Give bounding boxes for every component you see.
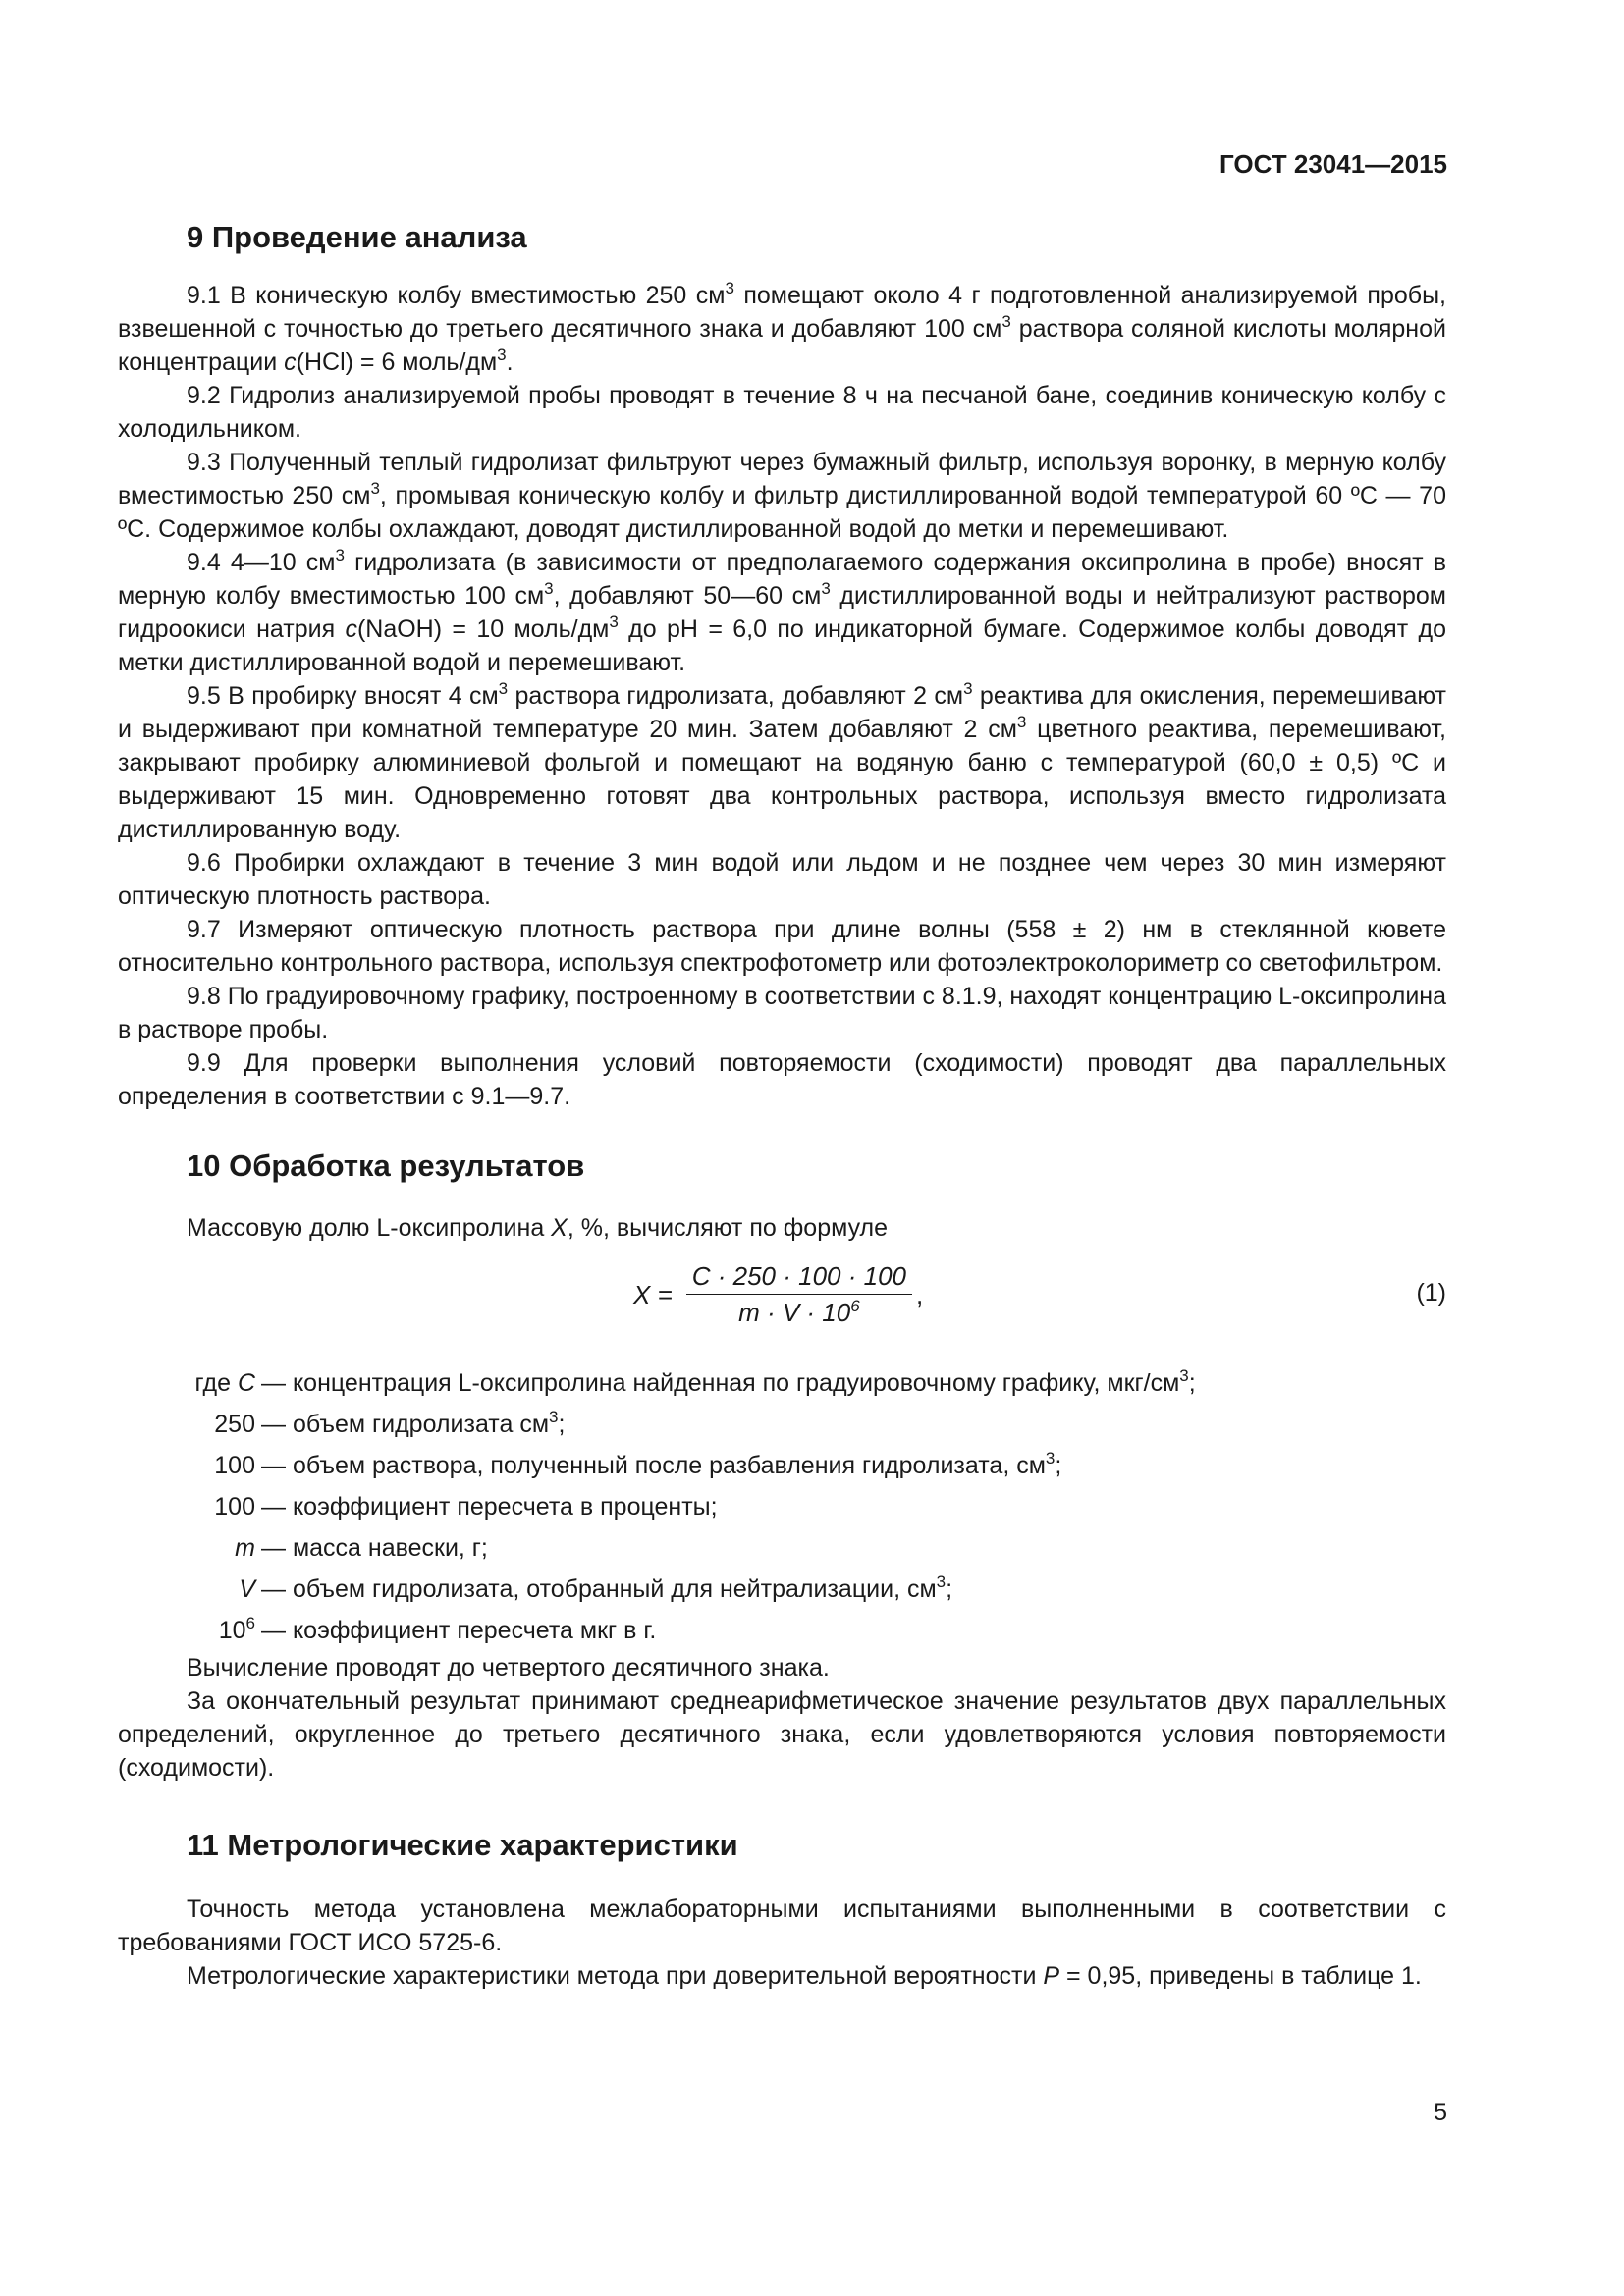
formula-intro: Массовую долю L-оксипролина X, %, вычисляют по формуле [187,1214,889,1242]
formula-numerator: C · 250 · 100 · 100 [686,1260,912,1295]
definition-row: 100 — объем раствора, полученный после разбавления гидролизата, $см^3$; [214,1449,1062,1479]
paragraph-9-2: 9.2 Гидролиз анализируемой пробы проводят в течение 8 ч на песчаной бане, соединив коническую колбу с холодильником. [118,382,1446,443]
section-11-title: 11 Метрологические характеристики [187,1828,738,1862]
paragraph-calc-precision: Вычисление проводят до четвертого десятичного знака. [187,1654,830,1682]
paragraph-final-result: За окончательный результат принимают среднеарифметическое значение результатов двух параллельных определений, округленное до третьего десятичного знака, если удовлетворяются условия повторяемости (сходимости). [118,1687,1446,1782]
paragraph-9-5: 9.5 В пробирку вносят 4 $см^3$ раствора гидролизата, добавляют 2 $см^3$ реактива для окисления, перемешивают и выдерживают при комнатной температуре 20 мин. Затем добавляют 2 $см^3$ цветного реактива, перемешивают, закрывают пробирку алюминиевой фольгой и помещают на водяную баню с температурой (60,0 ± 0,5) ºС и выдерживают 15 мин. Одновременно готовят два контрольных раствора, используя вместо гидролизата дистиллированную воду. [118,679,1446,843]
formula-tail: , [915,1279,924,1309]
formula-expression [633,1260,923,1328]
definition-row: $10^6$ — коэффициент пересчета мкг в г. [218,1614,657,1644]
section-10-title: 10 Обработка результатов [187,1148,585,1183]
page-number: 5 [1434,2099,1447,2126]
definition-row: 250 — объем гидролизата $см^3$; [214,1408,566,1438]
paragraph-11-characteristics: Метрологические характеристики метода при доверительной вероятности P = 0,95, приведены в таблице 1. [187,1962,1422,1990]
paragraph-9-7: 9.7 Измеряют оптическую плотность раствора при длине волны (558 ± 2) нм в стеклянной кювете относительно контрольного раствора, используя спектрофотометр или фотоэлектроколориметр со светофильтром. [118,916,1446,977]
definition-row: V — объем гидролизата, отобранный для нейтрализации, $см^3$; [239,1573,953,1603]
standard-number: ГОСТ 23041—2015 [1219,149,1447,179]
formula-denominator: $m \cdot V \cdot 10^6$ [738,1297,860,1327]
paragraph-9-1: 9.1 В коническую колбу вместимостью 250 $см^3$ помещают около 4 г подготовленной анализируемой пробы, взвешенной с точностью до третьего десятичного знака и добавляют 100 $см^3$ раствора соляной кислоты молярной концентрации c(HCl) = 6 моль/$дм^3$. [118,279,1446,376]
definition-row: где C — концентрация L-оксипролина найденная по градуировочному графику, мкг/$см^3$; [194,1366,1196,1397]
paragraph-9-9: 9.9 Для проверки выполнения условий повторяемости (сходимости) проводят два параллельных определения в соответствии с 9.1—9.7. [118,1049,1446,1110]
formula-definitions [118,1362,1446,1651]
section-9-title: 9 Проведение анализа [187,220,527,254]
paragraph-9-3: 9.3 Полученный теплый гидролизат фильтруют через бумажный фильтр, используя воронку, в мерную колбу вместимостью 250 $см^3$, промывая коническую колбу и фильтр дистиллированной водой температурой 60 ºС — 70 ºС. Содержимое колбы охлаждают, доводят дистиллированной водой до метки и перемешивают. [118,449,1446,543]
paragraph-9-6: 9.6 Пробирки охлаждают в течение 3 мин водой или льдом и не позднее чем через 30 мин измеряют оптическую плотность раствора. [118,849,1446,910]
paragraph-9-4: 9.4 4—10 $см^3$ гидролизата (в зависимости от предполагаемого содержания оксипролина в пробе) вносят в мерную колбу вместимостью 100 $см^3$, добавляют 50—60 $см^3$ дистиллированной воды и нейтрализуют раствором гидроокиси натрия c(NaOH) = 10 моль/$дм^3$ до pH = 6,0 по индикаторной бумаге. Содержимое колбы доводят до метки дистиллированной водой и перемешивают. [118,546,1446,676]
definition-row: 100 — коэффициент пересчета в проценты; [214,1493,718,1521]
formula-lhs: X = [633,1279,673,1309]
formula-1 [118,1253,1446,1351]
formula-fraction [686,1260,912,1328]
paragraph-11-accuracy: Точность метода установлена межлабораторными испытаниями выполненными в соответствии с требованиями ГОСТ ИСО 5725-6. [118,1896,1446,1956]
definition-row: m — масса навески, г; [235,1534,488,1562]
formula-number: (1) [1416,1279,1446,1307]
paragraph-9-8: 9.8 По градуировочному графику, построенному в соответствии с 8.1.9, находят концентрацию L-оксипролина в растворе пробы. [118,983,1447,1043]
page-content [118,218,1446,1993]
